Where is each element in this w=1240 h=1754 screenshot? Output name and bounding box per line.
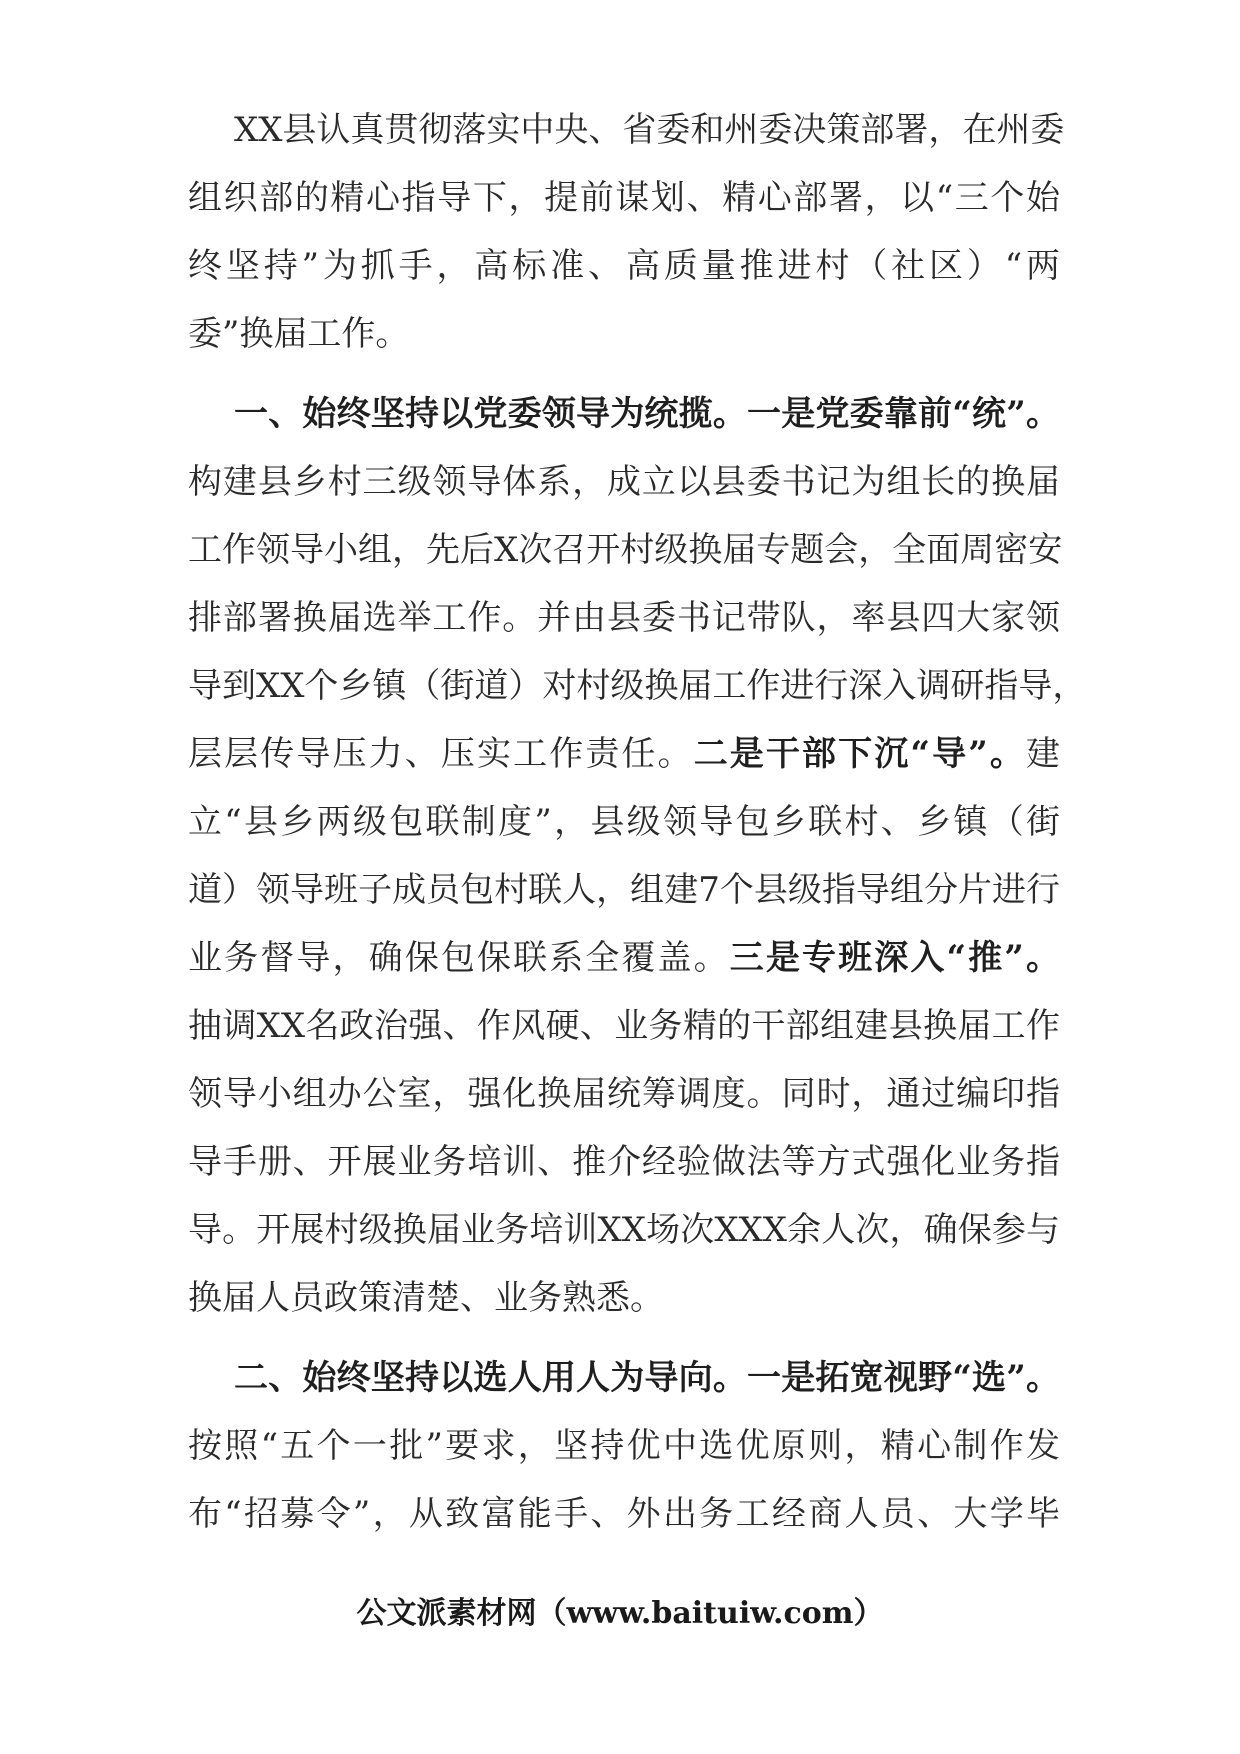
body-text: 布“招募令”，从致富能手、外出务工经商人员、大学毕 bbox=[188, 1494, 1060, 1534]
text-line bbox=[188, 1412, 1060, 1480]
text-line bbox=[188, 584, 1060, 652]
body-text: 工作领导小组，先后X次召开村级换届专题会，全面周密安 bbox=[188, 530, 1063, 570]
text-line bbox=[188, 720, 1060, 788]
text-line bbox=[188, 516, 1063, 584]
body-text: 组织部的精心指导下，提前谋划、精心部署，以“三个始 bbox=[188, 178, 1060, 218]
body-text: 排部署换届选举工作。并由县委书记带队，率县四大家领 bbox=[188, 598, 1060, 638]
body-text: 终坚持”为抓手，高标准、高质量推进村（社区）“两 bbox=[188, 246, 1060, 286]
bold-heading-text: 二是干部下沉“导”。 bbox=[693, 734, 1026, 774]
text-line bbox=[188, 96, 1065, 164]
body-text: 导。开展村级换届业务培训XX场次XXX余人次，确保参与 bbox=[188, 1210, 1060, 1250]
body-text: 导到XX个乡镇（街道）对村级换届工作进行深入调研指导， bbox=[188, 666, 1087, 706]
body-text: 按照“五个一批”要求，坚持优中选优原则，精心制作发 bbox=[188, 1426, 1060, 1466]
text-line bbox=[188, 788, 1060, 856]
body-text: 层层传导压力、压实工作责任。 bbox=[188, 734, 694, 774]
body-text: 建 bbox=[1026, 734, 1060, 774]
text-line bbox=[188, 1480, 1060, 1548]
paragraph bbox=[188, 96, 1065, 368]
document-body bbox=[188, 96, 1087, 1560]
text-line bbox=[188, 448, 1060, 516]
body-text: 业务督导，确保包保联系全覆盖。 bbox=[188, 938, 730, 978]
footer-watermark: 公文派素材网（www.baituiw.com） bbox=[356, 1596, 884, 1631]
body-text: XX县认真贯彻落实中央、省委和州委决策部署，在州委 bbox=[234, 110, 1065, 150]
bold-heading-text: 三是专班深入“推”。 bbox=[729, 938, 1060, 978]
text-line bbox=[188, 652, 1087, 720]
body-text: 构建县乡村三级领导体系，成立以县委书记为组长的换届 bbox=[188, 462, 1060, 502]
text-line bbox=[188, 1344, 1060, 1412]
body-text: 换届人员政策清楚、业务熟悉。 bbox=[188, 1278, 664, 1318]
text-line bbox=[188, 1264, 1060, 1332]
bold-heading-text: 一、始终坚持以党委领导为统揽。一是党委靠前“统”。 bbox=[234, 394, 1060, 434]
text-line bbox=[188, 1128, 1060, 1196]
body-text: 导手册、开展业务培训、推介经验做法等方式强化业务指 bbox=[188, 1142, 1060, 1182]
bold-heading-text: 二、始终坚持以选人用人为导向。一是拓宽视野“选”。 bbox=[234, 1358, 1060, 1398]
text-line bbox=[188, 232, 1060, 300]
body-text: 领导小组办公室，强化换届统筹调度。同时，通过编印指 bbox=[188, 1074, 1060, 1114]
text-line bbox=[188, 300, 1060, 368]
body-text: 道）领导班子成员包村联人，组建7个县级指导组分片进行 bbox=[188, 870, 1060, 910]
text-line bbox=[188, 380, 1060, 448]
text-line bbox=[188, 1196, 1060, 1264]
text-line bbox=[188, 992, 1060, 1060]
body-text: 委”换届工作。 bbox=[188, 314, 410, 354]
body-text: 抽调XX名政治强、作风硬、业务精的干部组建县换届工作 bbox=[188, 1006, 1060, 1046]
text-line bbox=[188, 856, 1060, 924]
paragraph bbox=[188, 1344, 1060, 1548]
paragraph bbox=[188, 380, 1087, 1332]
text-line bbox=[188, 1060, 1060, 1128]
body-text: 立“县乡两级包联制度”，县级领导包乡联村、乡镇（街 bbox=[188, 802, 1060, 842]
text-line bbox=[188, 164, 1060, 232]
text-line bbox=[188, 924, 1060, 992]
